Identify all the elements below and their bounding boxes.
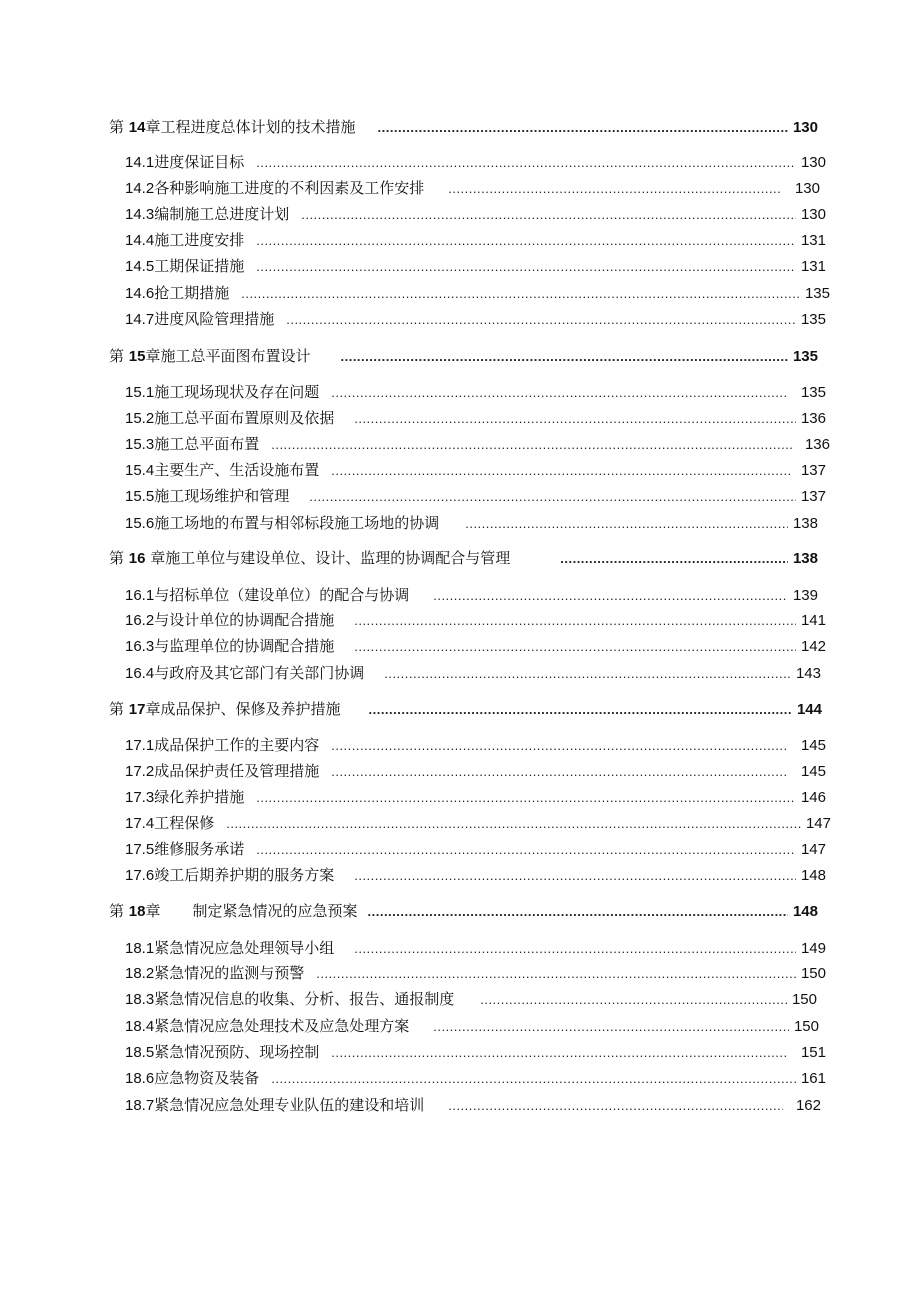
toc-page-number: 141: [800, 612, 826, 629]
dot-leader: [331, 381, 788, 405]
dot-leader: [377, 116, 788, 140]
toc-page-number: 130: [794, 180, 820, 197]
toc-page-number: 142: [800, 638, 826, 655]
toc-entry-label: 15.1施工现场现状及存在问题: [125, 383, 320, 401]
toc-section-15-5[interactable]: [125, 484, 826, 508]
toc-page-number: 147: [805, 815, 831, 832]
toc-page-number: 146: [800, 789, 826, 806]
dot-leader: [256, 151, 796, 175]
toc-section-14-6[interactable]: [125, 281, 830, 305]
toc-entry-label: 第 18章 制定紧急情况的应急预案: [109, 902, 358, 920]
toc-section-14-5[interactable]: [125, 254, 826, 278]
dot-leader: [331, 760, 788, 784]
toc-page-number: 161: [800, 1070, 826, 1087]
toc-entry-label: 18.3紧急情况信息的收集、分析、报告、通报制度: [125, 990, 455, 1008]
dot-leader: [331, 459, 790, 483]
toc-page-number: 136: [800, 410, 826, 427]
toc-section-17-1[interactable]: [125, 733, 826, 757]
dot-leader: [301, 203, 796, 227]
dot-leader: [331, 734, 788, 758]
toc-page-number: 130: [800, 206, 826, 223]
toc-page-number: 135: [800, 384, 826, 401]
toc-entry-label: 17.2成品保护责任及管理措施: [125, 762, 320, 780]
toc-section-18-5[interactable]: [125, 1040, 826, 1064]
toc-page-number: 138: [792, 550, 818, 567]
dot-leader: [368, 900, 789, 924]
dot-leader: [241, 282, 800, 306]
toc-entry-label: 15.5施工现场维护和管理: [125, 487, 290, 505]
dot-leader: [465, 512, 788, 536]
toc-entry-label: 16.2与设计单位的协调配合措施: [125, 611, 335, 629]
toc-chapter-14[interactable]: [109, 115, 818, 139]
dot-leader: [309, 485, 796, 509]
toc-section-14-1[interactable]: [125, 150, 826, 174]
toc-entry-label: 18.5紧急情况预防、现场控制: [125, 1043, 320, 1061]
toc-page-number: 143: [795, 665, 821, 682]
toc-page-number: 139: [792, 587, 818, 604]
toc-section-14-4[interactable]: [125, 228, 826, 252]
toc-entry-label: 17.1成品保护工作的主要内容: [125, 736, 320, 754]
toc-section-18-1[interactable]: [125, 936, 826, 960]
toc-entry-label: 15.3施工总平面布置: [125, 435, 260, 453]
toc-entry-label: 16.4与政府及其它部门有关部门协调: [125, 664, 365, 682]
dot-leader: [433, 1015, 789, 1039]
toc-section-17-6[interactable]: [125, 863, 826, 887]
toc-page-number: 148: [792, 903, 818, 920]
toc-section-16-1[interactable]: [125, 583, 818, 607]
dot-leader: [286, 308, 796, 332]
toc-entry-label: 17.4工程保修: [125, 814, 215, 832]
dot-leader: [331, 1041, 788, 1065]
toc-page-number: 150: [791, 991, 817, 1008]
toc-page-number: 131: [800, 258, 826, 275]
toc-section-15-2[interactable]: [125, 406, 826, 430]
toc-page-number: 145: [800, 737, 826, 754]
toc-entry-label: 18.7紧急情况应急处理专业队伍的建设和培训: [125, 1096, 425, 1114]
dot-leader: [384, 662, 791, 686]
toc-section-17-4[interactable]: [125, 811, 831, 835]
toc-section-17-3[interactable]: [125, 785, 826, 809]
toc-section-14-2[interactable]: [125, 176, 820, 200]
toc-chapter-15[interactable]: [109, 344, 818, 368]
dot-leader: [271, 433, 792, 457]
toc-entry-label: 14.6抢工期措施: [125, 284, 230, 302]
toc-page-number: 130: [800, 154, 826, 171]
toc-entry-label: 18.4紧急情况应急处理技术及应急处理方案: [125, 1017, 410, 1035]
toc-section-16-2[interactable]: [125, 608, 826, 632]
toc-page-number: 130: [792, 119, 818, 136]
dot-leader: [448, 177, 782, 201]
toc-page-number: 135: [792, 348, 818, 365]
toc-page-number: 162: [795, 1097, 821, 1114]
toc-page-number: 147: [800, 841, 826, 858]
toc-entry-label: 15.2施工总平面布置原则及依据: [125, 409, 335, 427]
dot-leader: [256, 255, 796, 279]
toc-section-17-5[interactable]: [125, 837, 826, 861]
toc-section-15-3[interactable]: [125, 432, 830, 456]
toc-entry-label: 14.5工期保证措施: [125, 257, 245, 275]
toc-section-18-2[interactable]: [125, 961, 826, 985]
toc-entry-label: 18.1紧急情况应急处理领导小组: [125, 939, 335, 957]
toc-entry-label: 第 14章工程进度总体计划的技术措施: [109, 118, 356, 136]
toc-chapter-16[interactable]: [109, 546, 818, 570]
toc-page-number: 135: [804, 285, 830, 302]
toc-page-number: 137: [800, 488, 826, 505]
toc-entry-label: 18.6应急物资及装备: [125, 1069, 260, 1087]
toc-page-number: 135: [800, 311, 826, 328]
dot-leader: [226, 812, 801, 836]
dot-leader: [271, 1067, 796, 1091]
dot-leader: [433, 584, 788, 608]
dot-leader: [316, 962, 796, 986]
dot-leader: [354, 864, 796, 888]
toc-page-number: 144: [796, 701, 822, 718]
toc-section-16-4[interactable]: [125, 661, 821, 685]
toc-entry-label: 第 15章施工总平面图布置设计: [109, 347, 311, 365]
toc-section-15-4[interactable]: [125, 458, 826, 482]
toc-entry-label: 第 17章成品保护、保修及养护措施: [109, 700, 341, 718]
toc-entry-label: 18.2紧急情况的监测与预警: [125, 964, 305, 982]
toc-entry-label: 14.3编制施工总进度计划: [125, 205, 290, 223]
toc-page-number: 148: [800, 867, 826, 884]
toc-section-15-6[interactable]: [125, 511, 818, 535]
dot-leader: [448, 1094, 783, 1118]
toc-page-number: 137: [800, 462, 826, 479]
dot-leader: [368, 698, 792, 722]
toc-chapter-18[interactable]: [109, 899, 818, 923]
dot-leader: [480, 988, 787, 1012]
toc-entry-label: 第 16 章施工单位与建设单位、设计、监理的协调配合与管理: [109, 549, 511, 567]
toc-page-number: 138: [792, 515, 818, 532]
toc-page-number: 136: [804, 436, 830, 453]
dot-leader: [256, 838, 796, 862]
dot-leader: [340, 345, 788, 369]
toc-section-18-7[interactable]: [125, 1093, 821, 1117]
dot-leader: [560, 547, 788, 571]
toc-page-number: 150: [793, 1018, 819, 1035]
toc-section-14-3[interactable]: [125, 202, 826, 226]
toc-section-16-3[interactable]: [125, 634, 826, 658]
dot-leader: [354, 609, 796, 633]
toc-entry-label: 14.7进度风险管理措施: [125, 310, 275, 328]
toc-section-18-3[interactable]: [125, 987, 817, 1011]
toc-page-number: 131: [800, 232, 826, 249]
toc-entry-label: 15.4主要生产、生活设施布置: [125, 461, 320, 479]
toc-entry-label: 14.2各种影响施工进度的不利因素及工作安排: [125, 179, 425, 197]
toc-entry-label: 15.6施工场地的布置与相邻标段施工场地的协调: [125, 514, 440, 532]
dot-leader: [256, 229, 796, 253]
toc-entry-label: 17.6竣工后期养护期的服务方案: [125, 866, 335, 884]
toc-entry-label: 14.1进度保证目标: [125, 153, 245, 171]
toc-section-17-2[interactable]: [125, 759, 826, 783]
toc-section-18-6[interactable]: [125, 1066, 826, 1090]
toc-page-number: 151: [800, 1044, 826, 1061]
toc-entry-label: 16.3与监理单位的协调配合措施: [125, 637, 335, 655]
dot-leader: [354, 407, 796, 431]
toc-section-18-4[interactable]: [125, 1014, 819, 1038]
dot-leader: [354, 635, 796, 659]
toc-entry-label: 16.1与招标单位（建设单位）的配合与协调: [125, 586, 410, 604]
toc-page-number: 145: [800, 763, 826, 780]
toc-section-15-1[interactable]: [125, 380, 826, 404]
toc-entry-label: 14.4施工进度安排: [125, 231, 245, 249]
toc-section-14-7[interactable]: [125, 307, 826, 331]
toc-chapter-17[interactable]: [109, 697, 822, 721]
toc-entry-label: 17.5维修服务承诺: [125, 840, 245, 858]
toc-page-number: 149: [800, 940, 826, 957]
dot-leader: [256, 786, 796, 810]
toc-entry-label: 17.3绿化养护措施: [125, 788, 245, 806]
toc-page-number: 150: [800, 965, 826, 982]
dot-leader: [354, 937, 796, 961]
